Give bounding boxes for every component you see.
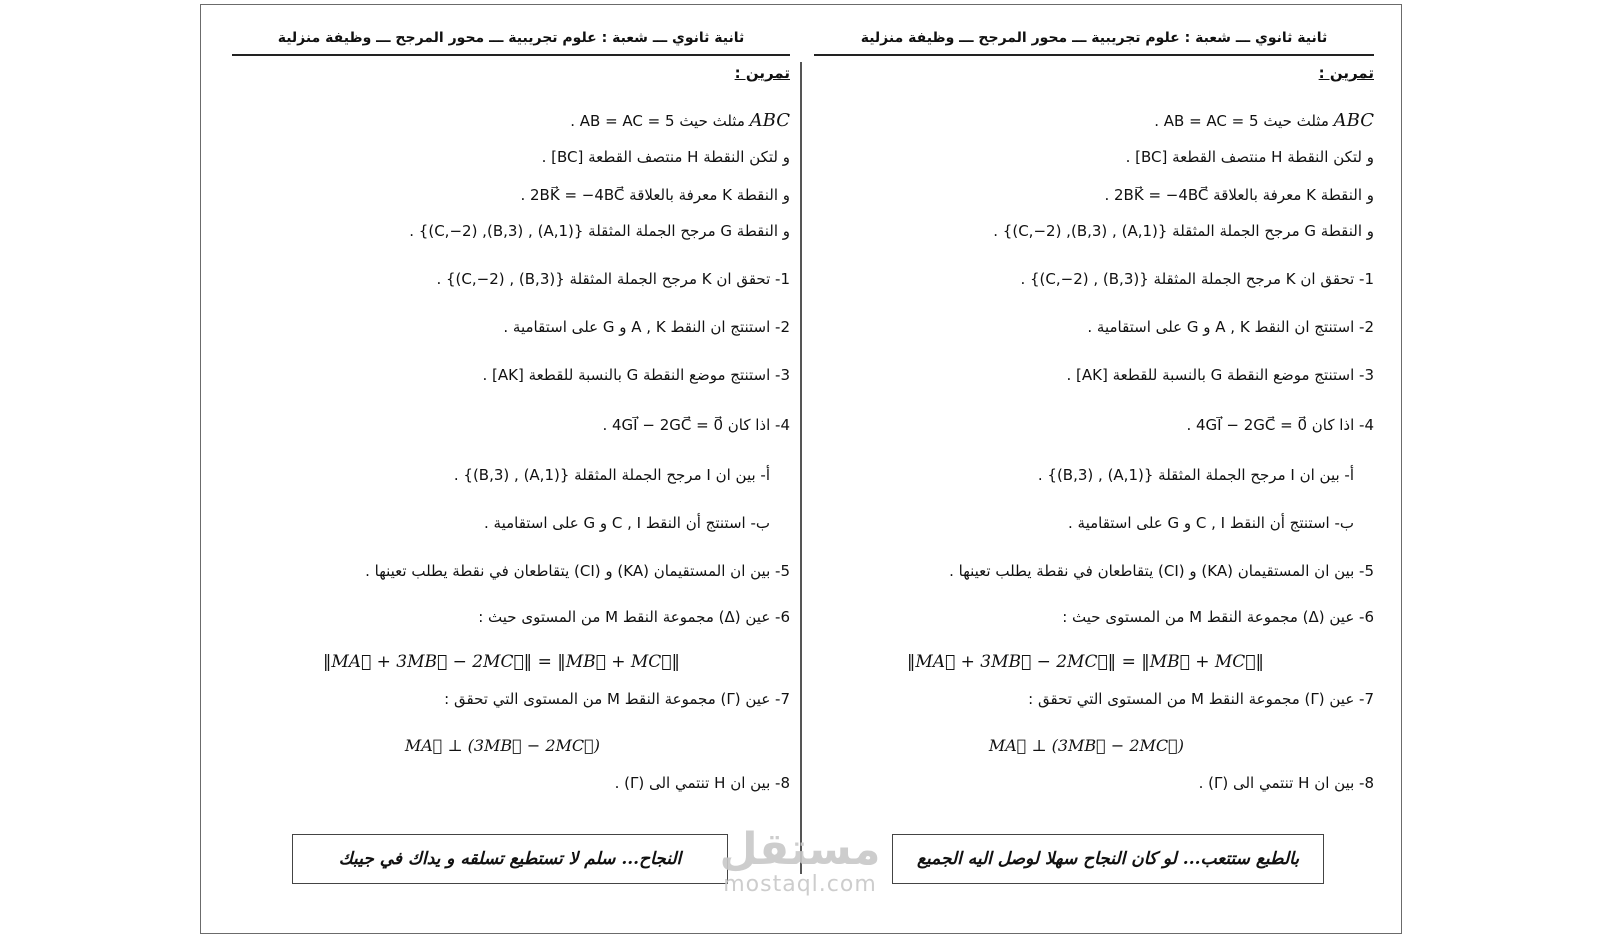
motivational-quote-box: بالطبع ستتعب... لو كان النجاح سهلا لوصل اليه الجميع [892,834,1324,884]
question-4a: أ- بين ان I مرجح الجملة المثقلة {(A,1) , (B,3)} . [453,466,770,484]
question-1: 1- تحقق ان K مرجح الجملة المثقلة {(B,3) , (C,−2)} . [436,270,790,288]
exercise-line-4: و النقطة G مرجح الجملة المثقلة {(A,1) , (B,3), (C,−2)} . [993,222,1374,240]
page-header: ثانية ثانوي ـــ شعبة : علوم تجريبية ـــ محور المرجح ـــ وظيفة منزلية [277,30,745,46]
question-8: 8- بين ان H تنتمي الى (Γ) . [614,774,790,792]
exercise-line-2: و لتكن النقطة H منتصف القطعة [BC] . [541,148,790,166]
question-4a: أ- بين ان I مرجح الجملة المثقلة {(A,1) , (B,3)} . [1037,466,1354,484]
question-4b: ب- استنتج أن النقط C , I و G على استقامية . [1067,514,1354,532]
question-1: 1- تحقق ان K مرجح الجملة المثقلة {(B,3) , (C,−2)} . [1020,270,1374,288]
exercise-line-2: و لتكن النقطة H منتصف القطعة [BC] . [1125,148,1374,166]
question-2: 2- استنتج ان النقط A , K و G على استقامية . [1087,318,1374,336]
line-text: مثلث حيث AB = AC = 5 . [1154,112,1329,130]
watermark-site: mostaql.com [723,872,877,897]
question-4: 4- اذا كان 4GI⃗ − 2GC⃗ = 0⃗ . [602,416,790,434]
formula-gamma: (3MB⃗ − 2MC⃗) ⊥ MA⃗ [988,736,1184,755]
exercise-line-1 [1154,110,1374,131]
line-text: مثلث حيث AB = AC = 5 . [570,112,745,130]
exercise-line-4: و النقطة G مرجح الجملة المثقلة {(A,1) , (B,3), (C,−2)} . [409,222,790,240]
question-5: 5- بين ان المستقيمان (KA) و (CI) يتقاطعان في نقطة يطلب تعينها . [365,562,790,580]
question-5: 5- بين ان المستقيمان (KA) و (CI) يتقاطعان في نقطة يطلب تعينها . [949,562,1374,580]
question-3: 3- استنتج موضع النقطة G بالنسبة للقطعة [AK] . [482,366,790,384]
question-6: 6- عين (Δ) مجموعة النقط M من المستوى حيث : [1062,608,1374,626]
header-rule [232,54,790,56]
formula-delta: ‖MA⃗ + 3MB⃗ − 2MC⃗‖ = ‖MB⃗ + MC⃗‖ [322,652,680,672]
page-header: ثانية ثانوي ـــ شعبة : علوم تجريبية ـــ محور المرجح ـــ وظيفة منزلية [860,30,1328,46]
question-8: 8- بين ان H تنتمي الى (Γ) . [1198,774,1374,792]
exercise-line-3: و النقطة K معرفة بالعلاقة 2BK⃗ = −4BC⃗ . [520,186,790,204]
triangle-label: ABC [749,110,790,131]
question-7: 7- عين (Γ) مجموعة النقط M من المستوى التي تحقق : [1028,690,1374,708]
watermark-logo: مستقل [719,824,881,875]
question-3: 3- استنتج موضع النقطة G بالنسبة للقطعة [AK] . [1066,366,1374,384]
exercise-line-1 [570,110,790,131]
triangle-label: ABC [1333,110,1374,131]
header-rule [814,54,1374,56]
exercise-title: تمرين : [734,64,790,82]
motivational-quote-box: النجاح... سلم لا تستطيع تسلقه و يداك في جيبك [292,834,728,884]
question-6: 6- عين (Δ) مجموعة النقط M من المستوى حيث : [478,608,790,626]
column-divider [800,62,802,874]
formula-gamma: (3MB⃗ − 2MC⃗) ⊥ MA⃗ [404,736,600,755]
formula-delta: ‖MA⃗ + 3MB⃗ − 2MC⃗‖ = ‖MB⃗ + MC⃗‖ [906,652,1264,672]
question-4b: ب- استنتج أن النقط C , I و G على استقامية . [483,514,770,532]
question-2: 2- استنتج ان النقط A , K و G على استقامية . [503,318,790,336]
exercise-title: تمرين : [1318,64,1374,82]
question-7: 7- عين (Γ) مجموعة النقط M من المستوى التي تحقق : [444,690,790,708]
question-4: 4- اذا كان 4GI⃗ − 2GC⃗ = 0⃗ . [1186,416,1374,434]
exercise-line-3: و النقطة K معرفة بالعلاقة 2BK⃗ = −4BC⃗ . [1104,186,1374,204]
